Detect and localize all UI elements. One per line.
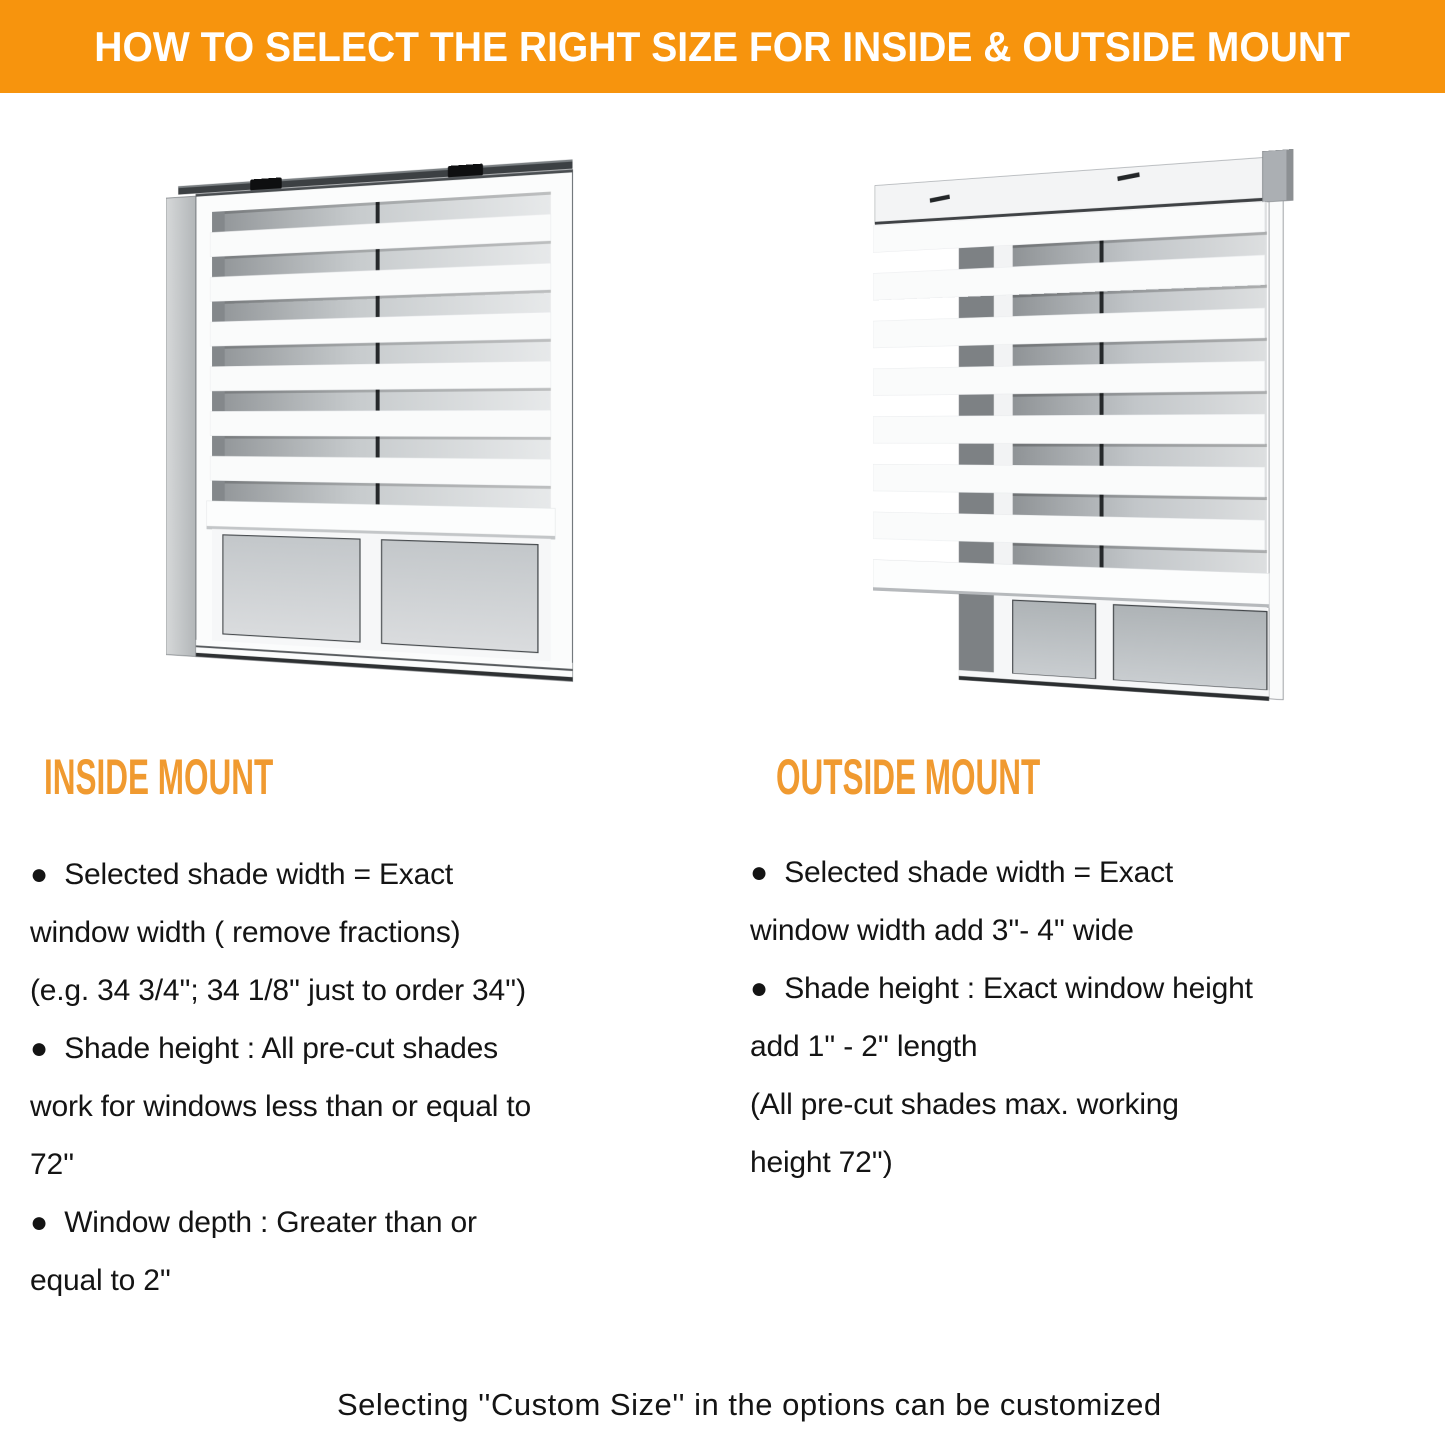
instruction-line: add 1'' - 2'' length (750, 1030, 978, 1063)
outside-mount-instructions (750, 844, 1253, 1192)
instruction-line: window width ( remove fractions) (30, 916, 461, 949)
outside-mount-window-drawing (873, 148, 1304, 727)
banner (0, 0, 1445, 93)
instruction-line: ● Window depth : Greater than or (30, 1206, 477, 1239)
inside-mount-illustration (166, 157, 577, 692)
outside-mount-heading: OUTSIDE MOUNT (776, 749, 1041, 805)
inside-mount-instructions (30, 846, 531, 1310)
instruction-line: work for windows less than or equal to (30, 1090, 531, 1123)
end-bracket-block (1263, 149, 1293, 202)
instruction-line: ● Shade height : All pre-cut shades (30, 1032, 498, 1065)
instruction-line: 72'' (30, 1148, 75, 1181)
instruction-line: ● Selected shade width = Exact (30, 858, 453, 891)
banner-title: HOW TO SELECT THE RIGHT SIZE FOR INSIDE & OUTSIDE MOUNT (94, 22, 1351, 70)
window-lower-panes (212, 529, 551, 662)
outside-mount-illustration (873, 148, 1304, 727)
instruction-line: ● Shade height : Exact window height (750, 972, 1253, 1005)
instruction-line: equal to 2'' (30, 1264, 171, 1297)
inside-mount-window-drawing (166, 157, 577, 692)
instruction-line: (e.g. 34 3/4''; 34 1/8'' just to order 34'') (30, 974, 526, 1007)
wall-edge (166, 196, 196, 656)
custom-size-footnote: Selecting ''Custom Size'' in the options can be customized (337, 1387, 1162, 1422)
window-frame-right-edge (1269, 201, 1283, 700)
inside-mount-heading: INSIDE MOUNT (44, 749, 274, 805)
instruction-line: height 72'') (750, 1146, 893, 1179)
instruction-line: ● Selected shade width = Exact (750, 856, 1173, 889)
instruction-line: window width add 3''- 4'' wide (750, 914, 1134, 947)
instruction-line: (All pre-cut shades max. working (750, 1088, 1179, 1121)
